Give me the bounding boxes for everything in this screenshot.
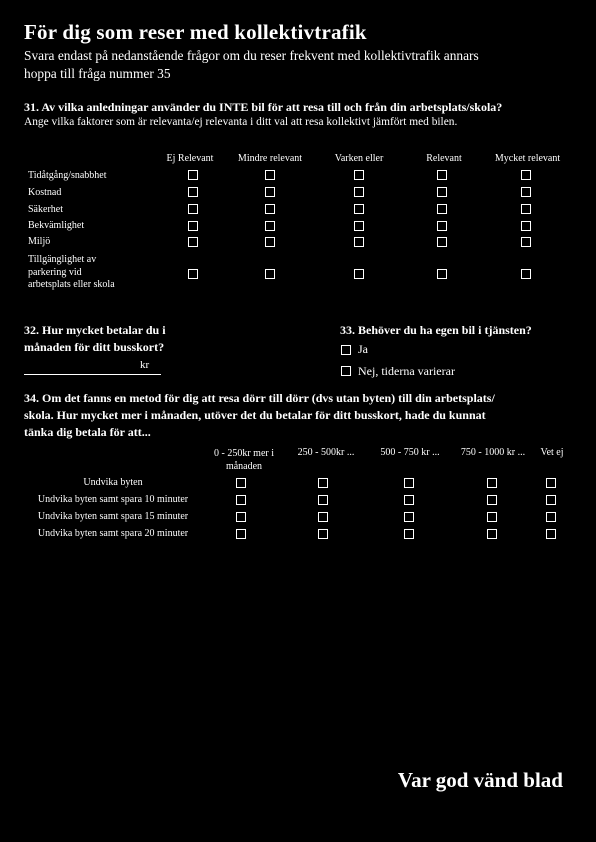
q31-checkbox-r3-c3[interactable] bbox=[354, 204, 364, 214]
q34-question bbox=[24, 390, 495, 441]
q34-checkbox-r1-c1[interactable] bbox=[236, 478, 246, 488]
q32-question-line: 32. Hur mycket betalar du i bbox=[24, 323, 166, 337]
q31-row-label: Bekvämlighet bbox=[28, 220, 85, 231]
q31-checkbox-r2-c4[interactable] bbox=[437, 187, 447, 197]
q33-option-ja: Ja bbox=[358, 342, 368, 356]
q31-question: 31. Av vilka anledningar använder du INTE bil för att resa till och från din arbetsplats/skola? bbox=[24, 100, 503, 114]
q31-checkbox-r4-c2[interactable] bbox=[265, 221, 275, 231]
q31-checkbox-r3-c5[interactable] bbox=[521, 204, 531, 214]
q33-option-nej: Nej, tiderna varierar bbox=[358, 364, 455, 378]
q34-row-label: Undvika byten bbox=[83, 477, 143, 488]
q31-checkbox-r1-c3[interactable] bbox=[354, 170, 364, 180]
q34-row-label: Undvika byten samt spara 20 minuter bbox=[37, 528, 189, 539]
q34-checkbox-r1-c4[interactable] bbox=[487, 478, 497, 488]
q34-col-750-1000: 750 - 1000 kr ... bbox=[460, 447, 526, 458]
q31-checkbox-r1-c1[interactable] bbox=[188, 170, 198, 180]
q32-answer-line[interactable] bbox=[24, 374, 161, 375]
q34-checkbox-r2-c3[interactable] bbox=[404, 495, 414, 505]
q31-row-label-line: parkering vid bbox=[28, 266, 82, 278]
footer-turn-page: Var god vänd blad bbox=[397, 768, 563, 792]
q31-checkbox-r1-c5[interactable] bbox=[521, 170, 531, 180]
q31-col-mycket-relevant: Mycket relevant bbox=[494, 153, 561, 164]
q31-checkbox-r5-c5[interactable] bbox=[521, 237, 531, 247]
q34-col-500-750: 500 - 750 kr ... bbox=[380, 447, 440, 458]
q31-col-mindre-relevant: Mindre relevant bbox=[237, 153, 303, 164]
q33-question: 33. Behöver du ha egen bil i tjänsten? bbox=[340, 323, 532, 337]
q31-checkbox-r4-c4[interactable] bbox=[437, 221, 447, 231]
q34-checkbox-r3-c5[interactable] bbox=[546, 512, 556, 522]
q34-row-label: Undvika byten samt spara 15 minuter bbox=[37, 511, 189, 522]
q34-col-vet-ej: Vet ej bbox=[540, 447, 564, 458]
q34-question-line: tänka dig betala för att... bbox=[24, 425, 151, 439]
q34-checkbox-r3-c1[interactable] bbox=[236, 512, 246, 522]
q31-checkbox-r2-c1[interactable] bbox=[188, 187, 198, 197]
q34-checkbox-r4-c3[interactable] bbox=[404, 529, 414, 539]
q31-instruction: Ange vilka faktorer som är relevanta/ej relevanta i ditt val att resa kollektivt jämfört med bilen. bbox=[24, 116, 458, 128]
q31-checkbox-r6-c2[interactable] bbox=[265, 269, 275, 279]
q31-checkbox-r5-c4[interactable] bbox=[437, 237, 447, 247]
q31-checkbox-r3-c4[interactable] bbox=[437, 204, 447, 214]
q34-col-250-500: 250 - 500kr ... bbox=[297, 447, 355, 458]
q34-col-line: 0 - 250kr mer i bbox=[214, 448, 274, 459]
q32-question-line: månaden för ditt busskort? bbox=[24, 340, 165, 354]
q34-checkbox-r4-c1[interactable] bbox=[236, 529, 246, 539]
q31-col-varken-eller: Varken eller bbox=[334, 153, 384, 164]
q31-checkbox-r1-c2[interactable] bbox=[265, 170, 275, 180]
q34-checkbox-r3-c2[interactable] bbox=[318, 512, 328, 522]
q31-row-label: Kostnad bbox=[28, 187, 62, 198]
page-title: För dig som reser med kollektivtrafik bbox=[24, 20, 367, 44]
q34-checkbox-r1-c3[interactable] bbox=[404, 478, 414, 488]
q34-checkbox-r4-c4[interactable] bbox=[487, 529, 497, 539]
page-subtitle bbox=[24, 47, 584, 83]
q31-checkbox-r2-c3[interactable] bbox=[354, 187, 364, 197]
q31-checkbox-r2-c5[interactable] bbox=[521, 187, 531, 197]
q32-unit: kr bbox=[140, 359, 150, 371]
q31-checkbox-r6-c5[interactable] bbox=[521, 269, 531, 279]
q34-checkbox-r3-c4[interactable] bbox=[487, 512, 497, 522]
q34-checkbox-r3-c3[interactable] bbox=[404, 512, 414, 522]
q31-checkbox-r5-c1[interactable] bbox=[188, 237, 198, 247]
q31-row-label-line: arbetsplats eller skola bbox=[28, 279, 115, 290]
q34-checkbox-r2-c5[interactable] bbox=[546, 495, 556, 505]
q31-col-ej-relevant: Ej Relevant bbox=[166, 153, 214, 164]
q31-checkbox-r4-c3[interactable] bbox=[354, 221, 364, 231]
q32-question bbox=[24, 322, 166, 356]
q31-checkbox-r4-c5[interactable] bbox=[521, 221, 531, 231]
q31-checkbox-r6-c3[interactable] bbox=[354, 269, 364, 279]
q34-checkbox-r1-c2[interactable] bbox=[318, 478, 328, 488]
q34-row-label: Undvika byten samt spara 10 minuter bbox=[37, 494, 189, 505]
q33-checkbox-ja[interactable] bbox=[341, 345, 351, 355]
q31-checkbox-r1-c4[interactable] bbox=[437, 170, 447, 180]
q34-checkbox-r2-c1[interactable] bbox=[236, 495, 246, 505]
q31-row-label-line: Tillgänglighet av bbox=[28, 254, 97, 265]
q34-checkbox-r4-c2[interactable] bbox=[318, 529, 328, 539]
q31-checkbox-r2-c2[interactable] bbox=[265, 187, 275, 197]
q31-row-label: Säkerhet bbox=[28, 204, 63, 215]
q34-col-0-250 bbox=[200, 447, 288, 473]
q31-checkbox-r5-c2[interactable] bbox=[265, 237, 275, 247]
q34-checkbox-r1-c5[interactable] bbox=[546, 478, 556, 488]
subtitle-line-1: Svara endast på nedanstående frågor om du reser frekvent med kollektivtrafik annars bbox=[24, 48, 479, 63]
q31-row-label: Miljö bbox=[28, 236, 51, 247]
q33-checkbox-nej[interactable] bbox=[341, 366, 351, 376]
q34-question-line: skola. Hur mycket mer i månaden, utöver det du betalar för ditt busskort, hade du kunnat bbox=[24, 408, 486, 422]
q31-row-label-parking bbox=[28, 254, 168, 292]
q31-checkbox-r4-c1[interactable] bbox=[188, 221, 198, 231]
q31-checkbox-r5-c3[interactable] bbox=[354, 237, 364, 247]
q31-row-label: Tidåtgång/snabbhet bbox=[28, 170, 107, 181]
q31-checkbox-r3-c1[interactable] bbox=[188, 204, 198, 214]
q31-checkbox-r6-c4[interactable] bbox=[437, 269, 447, 279]
q34-question-line: 34. Om det fanns en metod för dig att resa dörr till dörr (dvs utan byten) till din arbetsplats/ bbox=[24, 391, 495, 405]
subtitle-line-2: hoppa till fråga nummer 35 bbox=[24, 66, 171, 81]
q31-checkbox-r3-c2[interactable] bbox=[265, 204, 275, 214]
q34-checkbox-r4-c5[interactable] bbox=[546, 529, 556, 539]
q34-col-line: månaden bbox=[225, 461, 263, 472]
q34-checkbox-r2-c4[interactable] bbox=[487, 495, 497, 505]
q31-checkbox-r6-c1[interactable] bbox=[188, 269, 198, 279]
q34-checkbox-r2-c2[interactable] bbox=[318, 495, 328, 505]
q31-col-relevant: Relevant bbox=[426, 153, 462, 164]
